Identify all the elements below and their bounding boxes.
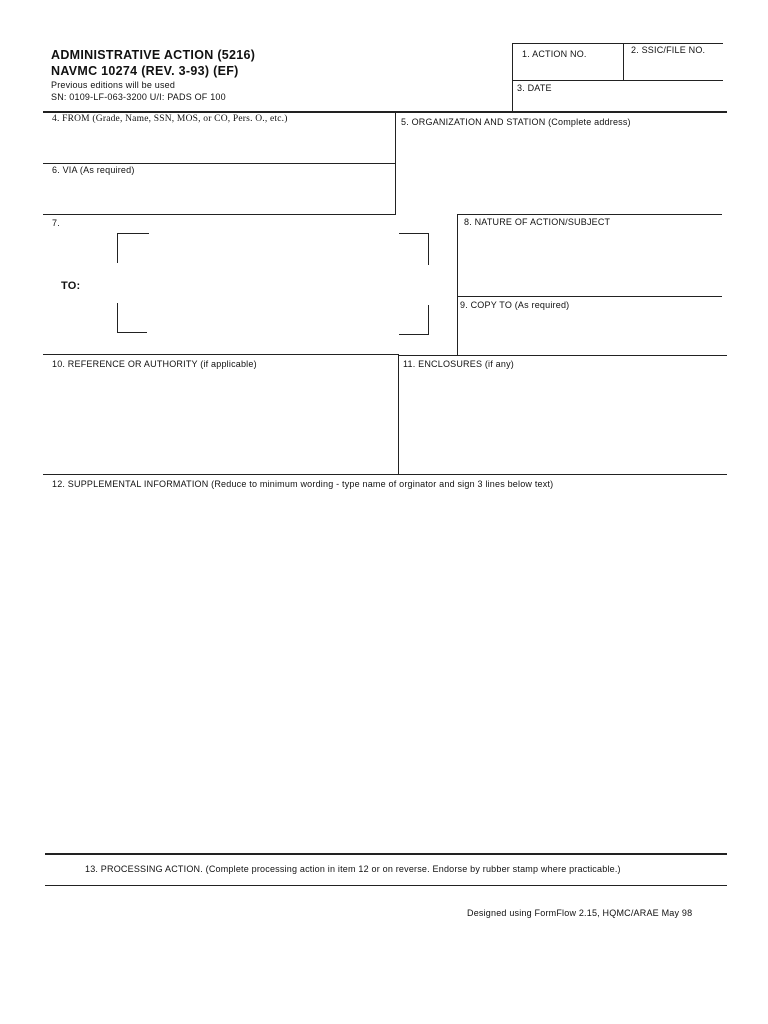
reference-authority-label: 10. REFERENCE OR AUTHORITY (if applicable): [52, 359, 257, 369]
window-corner-bottom-right: [399, 305, 429, 335]
organization-station-label: 5. ORGANIZATION AND STATION (Complete address): [401, 117, 631, 127]
via-label: 6. VIA (As required): [52, 165, 135, 175]
copy-to-label: 9. COPY TO (As required): [460, 300, 570, 310]
designed-credit: Designed using FormFlow 2.15, HQMC/ARAE May 98: [467, 908, 693, 918]
action-no-field[interactable]: [513, 44, 623, 80]
form-title: ADMINISTRATIVE ACTION (5216): [51, 48, 256, 62]
window-corner-bottom-left: [117, 303, 147, 333]
to-address-field[interactable]: [44, 215, 456, 354]
via-field[interactable]: [44, 164, 394, 214]
form-number: NAVMC 10274 (REV. 3-93) (EF): [51, 64, 239, 78]
item-7-label: 7.: [52, 218, 60, 228]
nature-of-action-field[interactable]: [458, 215, 722, 296]
editions-note: Previous editions will be used: [51, 80, 176, 90]
from-field[interactable]: [44, 113, 394, 163]
copy-to-field[interactable]: [458, 297, 726, 354]
enclosures-label: 11. ENCLOSURES (if any): [403, 359, 514, 369]
enclosures-field[interactable]: [399, 356, 726, 473]
reference-authority-field[interactable]: [44, 355, 397, 473]
nature-of-action-label: 8. NATURE OF ACTION/SUBJECT: [464, 217, 611, 227]
action-no-label: 1. ACTION NO.: [522, 49, 587, 59]
organization-station-field[interactable]: [396, 113, 726, 214]
date-label: 3. DATE: [517, 83, 552, 93]
ssic-file-no-label: 2. SSIC/FILE NO.: [631, 45, 706, 55]
stock-number: SN: 0109-LF-063-3200 U/I: PADS OF 100: [51, 92, 226, 102]
processing-action-field[interactable]: [45, 855, 727, 885]
processing-action-label: 13. PROCESSING ACTION. (Complete processing action in item 12 or on reverse. Endorse by rubber stamp where practicable.): [85, 864, 621, 874]
date-field[interactable]: [513, 81, 723, 111]
to-label: TO:: [61, 280, 81, 292]
window-corner-top-left: [117, 233, 149, 263]
window-corner-top-right: [399, 233, 429, 265]
supplemental-information-label: 12. SUPPLEMENTAL INFORMATION (Reduce to minimum wording - type name of orginator and sign 3 lines below text): [52, 479, 554, 489]
supplemental-information-field[interactable]: [44, 475, 726, 853]
ssic-file-no-field[interactable]: [624, 44, 723, 80]
from-label: 4. FROM (Grade, Name, SSN, MOS, or CO, Pers. O., etc.): [52, 114, 288, 124]
